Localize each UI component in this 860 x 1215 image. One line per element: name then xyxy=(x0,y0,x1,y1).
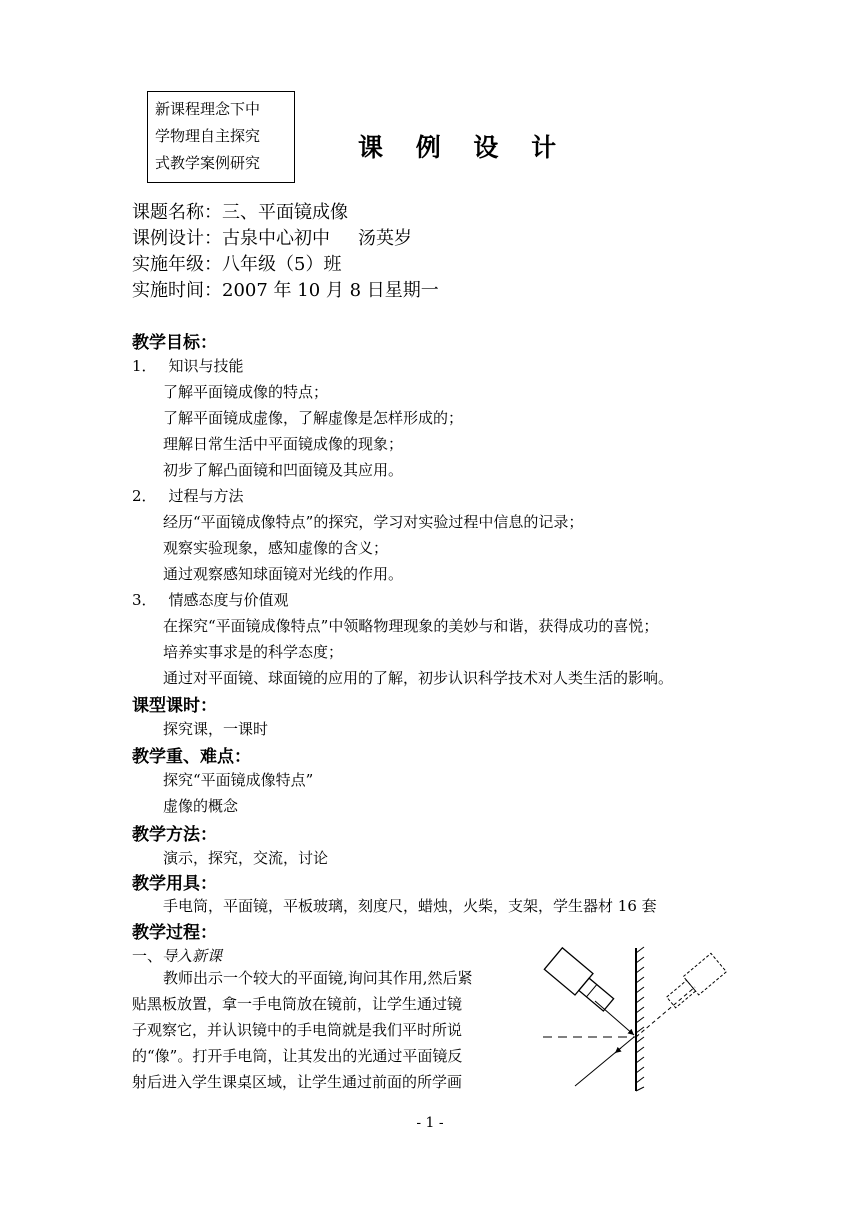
step-title: 导入新课 xyxy=(162,947,223,965)
paragraph-line: 的“像”。打开手电筒，让其发出的光通过平面镜反 xyxy=(132,1047,463,1065)
objective-item: 培养实事求是的科学态度； xyxy=(163,643,344,661)
section-number: 2． xyxy=(132,487,157,505)
process-step-title xyxy=(132,945,222,966)
objective-section-3 xyxy=(132,589,289,610)
category-line-3: 式教学案例研究 xyxy=(155,154,261,172)
section-title: 过程与方法 xyxy=(168,487,244,505)
teacher-value: 汤英岁 xyxy=(358,228,412,249)
objective-section-1 xyxy=(132,355,244,376)
objective-item: 通过对平面镜、球面镜的应用的了解，初步认识科学技术对人类生活的影响。 xyxy=(163,669,674,687)
tools-content: 手电筒，平面镜，平板玻璃，刻度尺，蜡烛，火柴，支架，学生器材 16 套 xyxy=(163,897,657,915)
time-value: 2007 年 10 月 8 日星期一 xyxy=(222,280,439,301)
mirror-reflection-figure xyxy=(535,943,750,1098)
key-point-item: 探究“平面镜成像特点” xyxy=(163,771,314,789)
process-paragraph xyxy=(132,965,522,1095)
topic-label: 课题名称： xyxy=(132,202,222,223)
key-point-item: 虚像的概念 xyxy=(163,797,239,815)
category-line-2: 学物理自主探究 xyxy=(155,127,261,145)
topic-line xyxy=(132,198,348,224)
page-number: - 1 - xyxy=(416,1115,444,1131)
paragraph-line: 射后进入学生课桌区域，让学生通过前面的所学画 xyxy=(132,1073,463,1091)
time-label: 实施时间： xyxy=(132,280,222,301)
lesson-type-content: 探究课，一课时 xyxy=(163,720,269,738)
paragraph-line: 教师出示一个较大的平面镜,询问其作用,然后紧 xyxy=(163,969,473,987)
section-title: 知识与技能 xyxy=(168,357,244,375)
methods-content: 演示，探究，交流，讨论 xyxy=(163,849,329,867)
paragraph-line: 子观察它，并认识镜中的手电筒就是我们平时所说 xyxy=(132,1021,463,1039)
paragraph-line: 贴黑板放置，拿一手电筒放在镜前，让学生通过镜 xyxy=(132,995,463,1013)
objective-item: 经历“平面镜成像特点”的探究，学习对实验过程中信息的记录； xyxy=(163,513,584,531)
designer-label: 课例设计： xyxy=(132,228,222,249)
methods-heading: 教学方法： xyxy=(132,825,217,845)
objective-item: 通过观察感知球面镜对光线的作用。 xyxy=(163,565,404,583)
mirror-icon xyxy=(636,947,644,1091)
objective-item: 在探究“平面镜成像特点”中领略物理现象的美妙与和谐，获得成功的喜悦； xyxy=(163,617,659,635)
objective-item: 初步了解凸面镜和凹面镜及其应用。 xyxy=(163,461,404,479)
category-box xyxy=(147,91,295,183)
section-title: 情感态度与价值观 xyxy=(168,591,289,609)
key-points-heading: 教学重、难点： xyxy=(132,747,251,767)
page-title: 课 例 设 计 xyxy=(358,133,569,162)
flashlight-icon xyxy=(544,948,617,1016)
objective-item: 了解平面镜成虚像，了解虚像是怎样形成的； xyxy=(163,409,464,427)
designer-line xyxy=(132,224,412,250)
objectives-heading: 教学目标： xyxy=(132,333,217,353)
objective-section-2 xyxy=(132,485,244,506)
objective-item: 理解日常生活中平面镜成像的现象； xyxy=(163,435,404,453)
grade-line xyxy=(132,250,341,276)
process-heading: 教学过程： xyxy=(132,923,217,943)
objective-item: 观察实验现象，感知虚像的含义； xyxy=(163,539,389,557)
lesson-type-heading: 课型课时： xyxy=(132,696,217,716)
section-number: 3． xyxy=(132,591,157,609)
topic-value: 三、平面镜成像 xyxy=(222,202,348,223)
grade-value: 八年级（5）班 xyxy=(222,254,342,275)
school-value: 古泉中心初中 xyxy=(222,228,330,249)
tools-heading: 教学用具： xyxy=(132,874,217,894)
section-number: 1． xyxy=(132,357,157,375)
grade-label: 实施年级： xyxy=(132,254,222,275)
category-line-1: 新课程理念下中 xyxy=(155,100,261,118)
virtual-image-icon xyxy=(663,953,726,1011)
time-line xyxy=(132,276,439,302)
step-number: 一、 xyxy=(132,947,163,965)
objective-item: 了解平面镜成像的特点； xyxy=(163,383,329,401)
